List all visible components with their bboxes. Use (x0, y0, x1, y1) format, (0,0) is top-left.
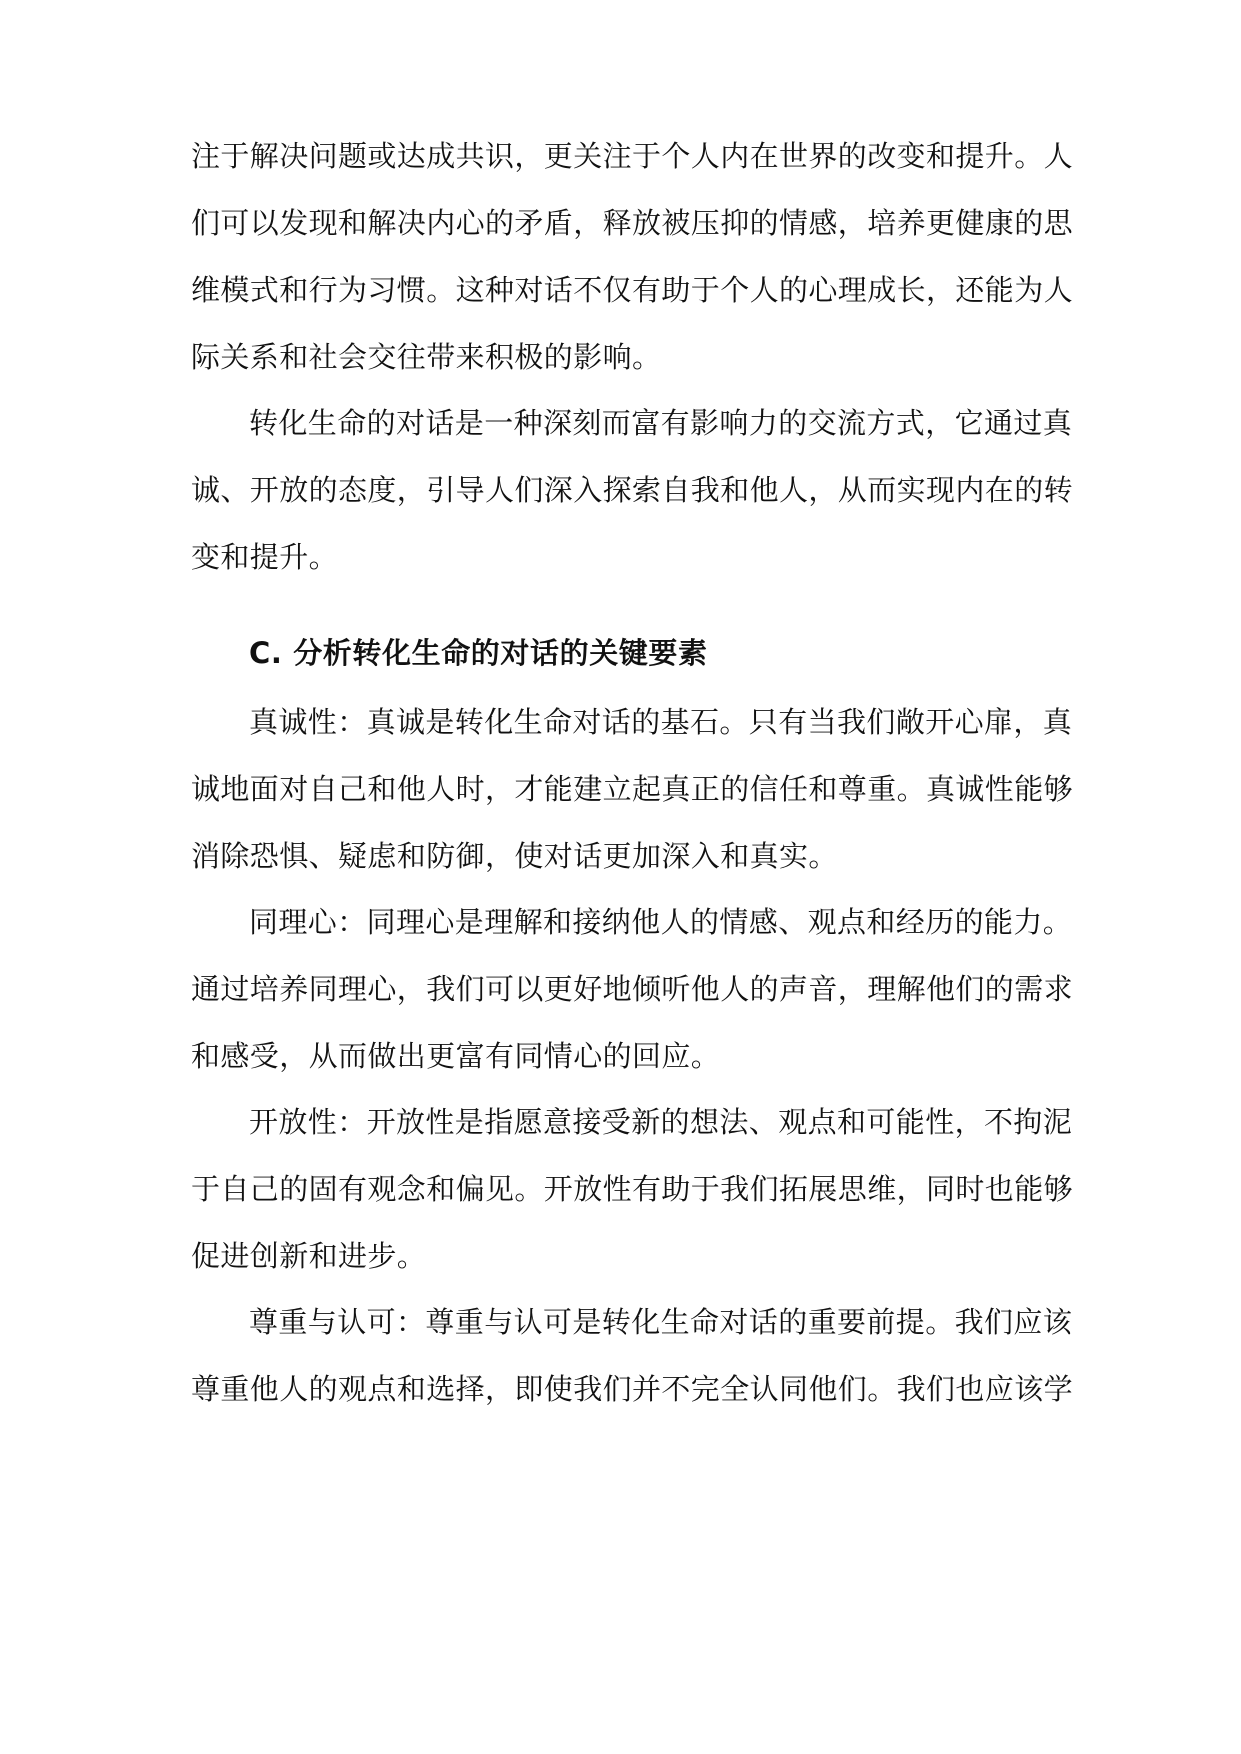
paragraph-line: 转化生命的对话是一种深刻而富有影响力的交流方式，它通过真 (249, 406, 1073, 440)
paragraph-line: 尊重他人的观点和选择，即使我们并不完全认同他们。我们也应该学 (191, 1372, 1074, 1406)
paragraph-line: 消除恐惧、疑虑和防御，使对话更加深入和真实。 (191, 839, 838, 873)
paragraph-line: 真诚性：真诚是转化生命对话的基石。只有当我们敞开心扉，真 (249, 705, 1073, 739)
section-heading: C. 分析转化生命的对话的关键要素 (249, 636, 708, 670)
paragraph-line: 尊重与认可：尊重与认可是转化生命对话的重要前提。我们应该 (249, 1305, 1073, 1339)
paragraph-line: 开放性：开放性是指愿意接受新的想法、观点和可能性，不拘泥 (249, 1105, 1073, 1139)
paragraph-line: 变和提升。 (191, 540, 339, 574)
paragraph-line: 诚、开放的态度，引导人们深入探索自我和他人，从而实现内在的转 (191, 473, 1074, 507)
paragraph-line: 维模式和行为习惯。这种对话不仅有助于个人的心理成长，还能为人 (191, 273, 1074, 307)
paragraph-line: 促进创新和进步。 (191, 1239, 427, 1273)
paragraph-line: 同理心：同理心是理解和接纳他人的情感、观点和经历的能力。 (249, 905, 1073, 939)
paragraph-line: 于自己的固有观念和偏见。开放性有助于我们拓展思维，同时也能够 (191, 1172, 1074, 1206)
paragraph-line: 诚地面对自己和他人时，才能建立起真正的信任和尊重。真诚性能够 (191, 772, 1074, 806)
paragraph-line: 和感受，从而做出更富有同情心的回应。 (191, 1039, 721, 1073)
paragraph-line: 注于解决问题或达成共识，更关注于个人内在世界的改变和提升。人 (191, 139, 1074, 173)
paragraph-line: 际关系和社会交往带来积极的影响。 (191, 340, 662, 374)
paragraph-line: 通过培养同理心，我们可以更好地倾听他人的声音，理解他们的需求 (191, 972, 1074, 1006)
paragraph-line: 们可以发现和解决内心的矛盾，释放被压抑的情感，培养更健康的思 (191, 206, 1074, 240)
